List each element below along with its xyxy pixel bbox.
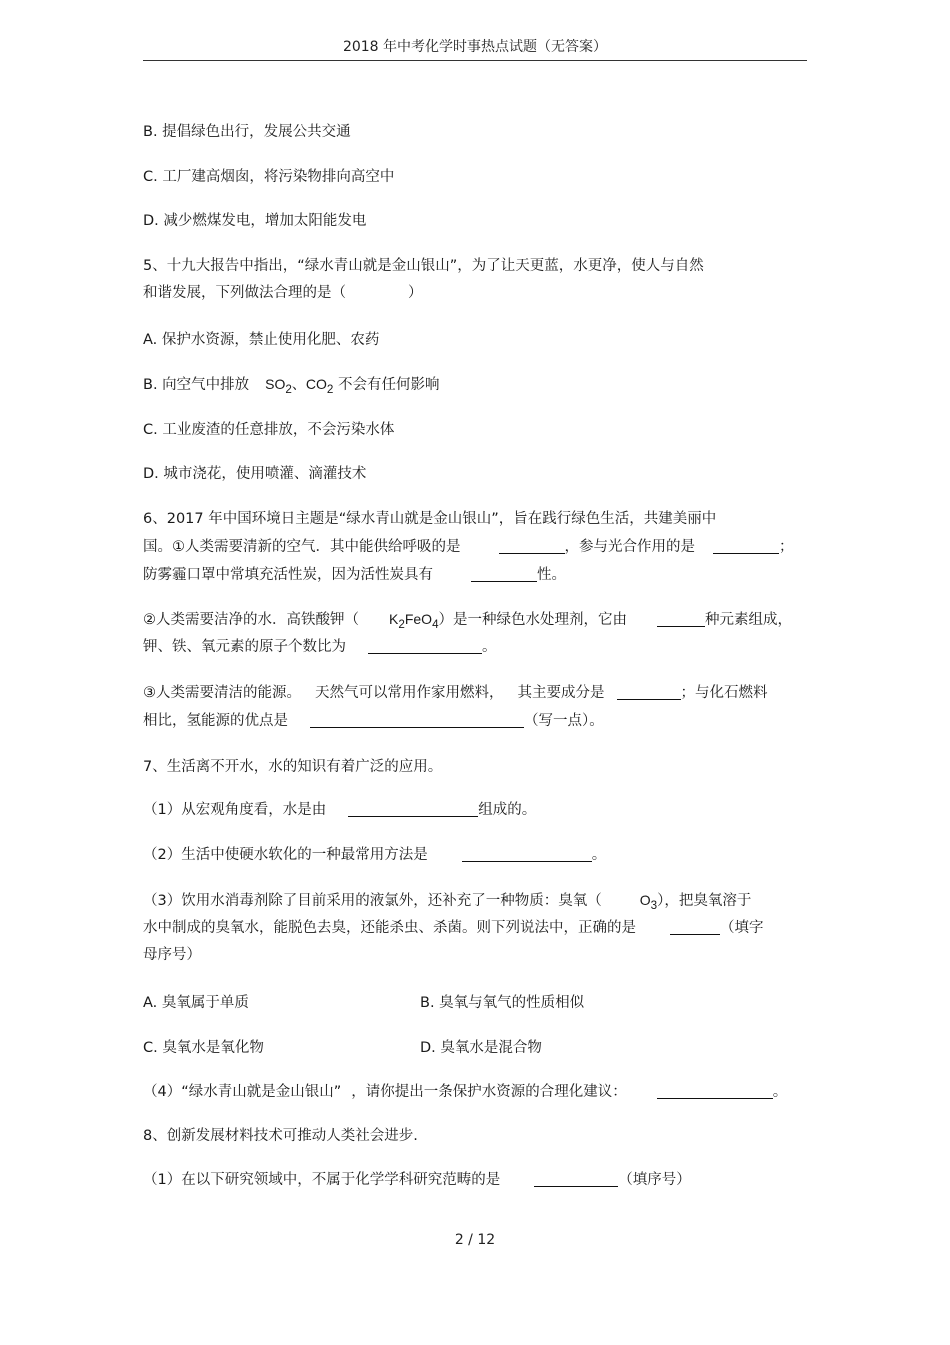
q6-text: 性。 (537, 567, 566, 583)
q6-stem-line2 (143, 537, 794, 557)
q7-text: （3）饮用水消毒剂除了目前采用的液氯外，还补充了一种物质：臭氧（ (143, 893, 602, 909)
q6-text: 种元素组成， (705, 612, 793, 628)
q5-stem-text: 和谐发展，下列做法合理的是（ (143, 285, 346, 301)
q6-text: ）是一种绿色水处理剂，它由 (438, 612, 628, 628)
q7-text: （2）生活中使硬水软化的一种最常用方法是 (143, 847, 428, 863)
q5-stem-line2 (143, 283, 423, 303)
q6-text: ； (779, 539, 794, 555)
q5-option-c: C. 工业废渣的任意排放，不会污染水体 (143, 422, 395, 438)
q6-part3-line2 (143, 711, 604, 731)
q4-option-c: C. 工厂建高烟囱，将污染物排向高空中 (143, 169, 395, 185)
q7-part4 (143, 1082, 787, 1102)
co2-formula: 、$CO_2$ (291, 376, 334, 396)
q7-text: 。 (772, 1084, 788, 1100)
q6-part3-line1 (143, 683, 768, 703)
q7-text: （1）从宏观角度看，水是由 (143, 802, 327, 818)
q7-text: 。 (591, 847, 607, 863)
page-header: 2018 年中考化学时事热点试题（无答案） (342, 39, 608, 55)
q6-part2-line1 (143, 609, 792, 635)
q7-text: 组成的。 (478, 802, 537, 818)
q7-option-d: D. 臭氧水是混合物 (420, 1040, 542, 1056)
q6-text: 其主要成分是 (517, 685, 605, 701)
q5-stem-line1: 5、十九大报告中指出，“绿水青山就是金山银山”，为了让天更蓝，水更净，使人与自然 (143, 258, 704, 274)
q8-stem: 8、创新发展材料技术可推动人类社会进步. (143, 1128, 418, 1144)
q6-text: ②人类需要洁净的水．高铁酸钾（ (143, 612, 359, 628)
page-number: 2 / 12 (454, 1232, 496, 1248)
q7-part3-line3: 母序号） (143, 947, 201, 963)
q8-part1 (143, 1170, 691, 1190)
q7-text: ），把臭氧溶于 (657, 893, 752, 909)
answer-blank[interactable] (657, 1083, 773, 1099)
q7-option-c: C. 臭氧水是氧化物 (143, 1040, 264, 1056)
answer-blank[interactable] (499, 538, 565, 554)
q6-text: 国。①人类需要清新的空气．其中能供给呼吸的是 (143, 539, 461, 555)
answer-blank[interactable] (310, 712, 524, 728)
answer-blank[interactable] (534, 1171, 618, 1187)
q7-option-b: B. 臭氧与氧气的性质相似 (420, 995, 585, 1011)
header-rule (143, 60, 807, 61)
q7-part1 (143, 800, 536, 820)
q6-text: ；与化石燃料 (680, 685, 768, 701)
o3-formula: $O_3$ (639, 892, 658, 912)
k2feo4-formula: $K_2FeO_4$ (389, 611, 439, 631)
q7-option-a: A. 臭氧属于单质 (143, 995, 249, 1011)
q5-option-a: A. 保护水资源，禁止使用化肥、农药 (143, 332, 380, 348)
q6-text: 钾、铁、氧元素的原子个数比为 (143, 639, 346, 655)
q7-part3-line1 (143, 890, 751, 916)
answer-blank[interactable] (657, 611, 705, 627)
q8-text: （填序号） (618, 1172, 691, 1188)
q7-text: （4）“绿水青山就是金山银山” (143, 1084, 342, 1100)
q7-text: （填字 (720, 920, 764, 936)
q7-text: 水中制成的臭氧水，能脱色去臭，还能杀虫、杀菌。则下列说法中，正确的是 (143, 920, 636, 936)
q5-option-b (143, 374, 439, 400)
q5-option-b-text: B. 向空气中排放 (143, 377, 250, 393)
answer-blank[interactable] (368, 638, 482, 654)
answer-blank[interactable] (348, 801, 478, 817)
q6-text: ，参与光合作用的是 (564, 539, 695, 555)
q5-option-d: D. 城市浇花，使用喷灌、滴灌技术 (143, 466, 367, 482)
q6-text: ③人类需要清洁的能源。 (143, 685, 301, 701)
so2-formula: $SO_2$ (265, 376, 292, 396)
q4-option-b: B. 提倡绿色出行，发展公共交通 (143, 124, 351, 140)
q6-stem-line3 (143, 565, 566, 585)
answer-blank[interactable] (471, 566, 537, 582)
q6-text: 相比，氢能源的优点是 (143, 713, 288, 729)
q6-text: 。 (482, 639, 497, 655)
answer-blank[interactable] (713, 538, 779, 554)
q7-stem: 7、生活离不开水，水的知识有着广泛的应用。 (143, 759, 443, 775)
q5-stem-close: ） (408, 285, 423, 301)
answer-blank[interactable] (617, 684, 681, 700)
q6-stem-line1: 6、2017 年中国环境日主题是“绿水青山就是金山银山”，旨在践行绿色生活，共建美丽中 (143, 511, 717, 527)
q4-option-d: D. 减少燃煤发电，增加太阳能发电 (143, 213, 367, 229)
q6-text: 防雾霾口罩中常填充活性炭，因为活性炭具有 (143, 567, 433, 583)
q6-text: 天然气可以常用作家用燃料， (315, 685, 504, 701)
q6-text: （写一点）。 (524, 713, 604, 729)
q5-option-b-tail: 不会有任何影响 (333, 377, 440, 393)
answer-blank[interactable] (670, 919, 720, 935)
q8-text: （1）在以下研究领域中，不属于化学学科研究范畴的是 (143, 1172, 501, 1188)
q6-part2-line2 (143, 637, 497, 657)
answer-blank[interactable] (462, 846, 592, 862)
q7-text: ，请你提出一条保护水资源的合理化建议： (351, 1084, 627, 1100)
q7-part2 (143, 845, 606, 865)
q7-part3-line2 (143, 918, 764, 938)
